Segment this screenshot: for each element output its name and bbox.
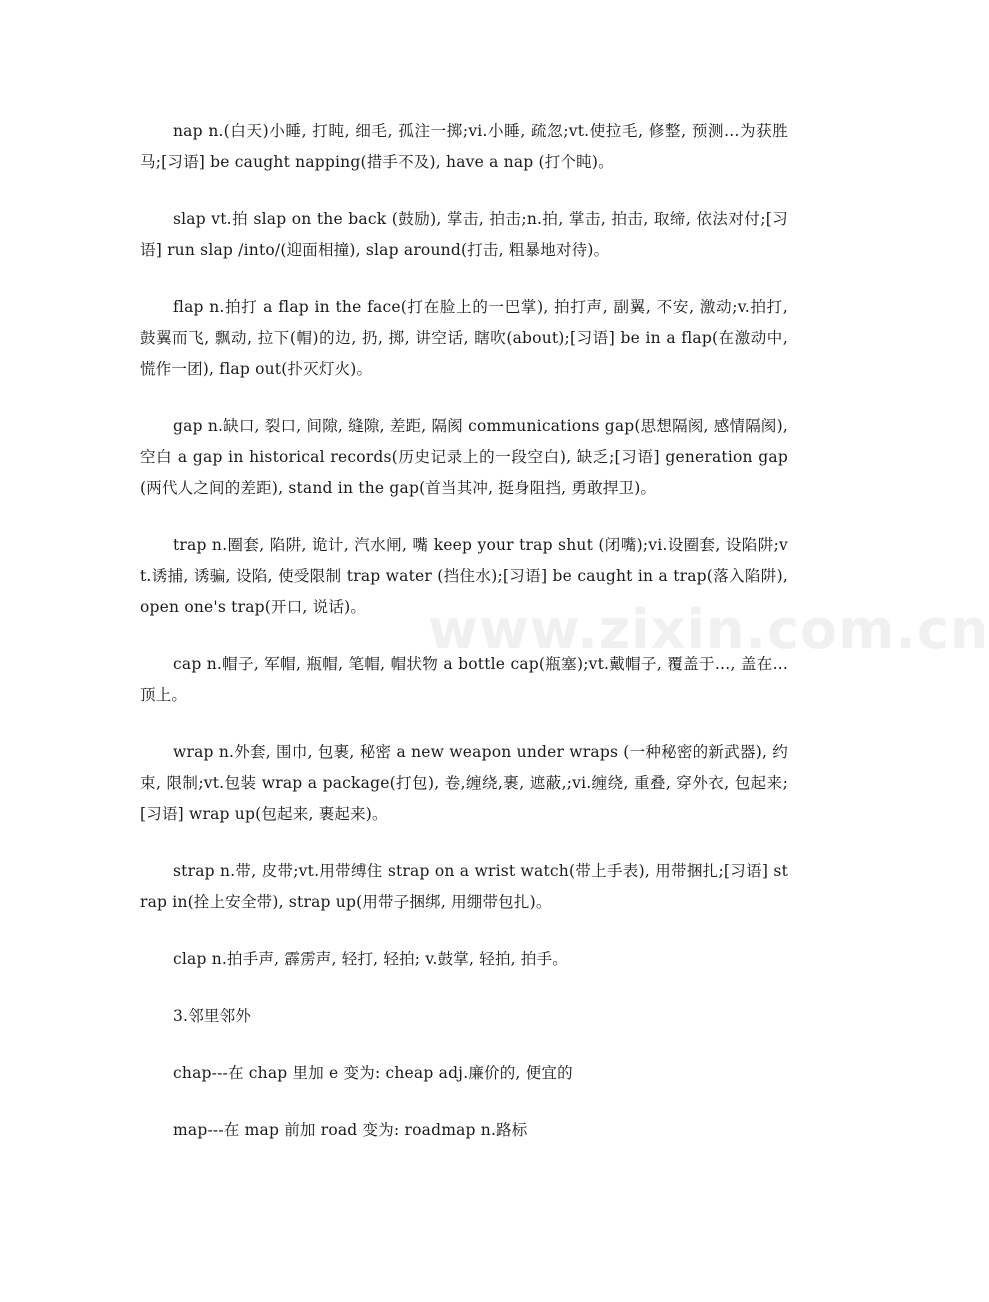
document-body [140,116,788,1172]
paragraph-cap: cap n.帽子, 军帽, 瓶帽, 笔帽, 帽状物 a bottle cap(瓶塞);vt.戴帽子, 覆盖于…, 盖在...顶上。 [140,655,788,704]
paragraph-wrap: wrap n.外套, 围巾, 包裹, 秘密 a new weapon under wraps (一种秘密的新武器), 约束, 限制;vt.包装 wrap a package(打包), 卷,缠绕,裹, 遮蔽,;vi.缠绕, 重叠, 穿外衣, 包起来;[习语] wrap up(包起来, 裹起来)。 [140,743,788,823]
paragraph-slap: slap vt.拍 slap on the back (鼓励), 掌击, 拍击;n.拍, 掌击, 拍击, 取缔, 依法对付;[习语] run slap /into/(迎面相撞), slap around(打击, 粗暴地对待)。 [140,210,788,259]
paragraph-gap: gap n.缺口, 裂口, 间隙, 缝隙, 差距, 隔阂 communications gap(思想隔阂, 感情隔阂), 空白 a gap in historical records(历史记录上的一段空白), 缺乏;[习语] generation gap(两代人之间的差距), stand in the gap(首当其冲, 挺身阻挡, 勇敢捍卫)。 [140,417,788,497]
paragraph-clap: clap n.拍手声, 霹雳声, 轻打, 轻拍; v.鼓掌, 轻拍, 拍手。 [173,950,569,968]
paragraph-strap: strap n.带, 皮带;vt.用带缚住 strap on a wrist watch(带上手表), 用带捆扎;[习语] strap in(拴上安全带), strap up(用带子捆绑, 用绷带包扎)。 [140,862,788,911]
paragraph-trap: trap n.圈套, 陷阱, 诡计, 汽水闸, 嘴 keep your trap shut (闭嘴);vi.设圈套, 设陷阱;vt.诱捕, 诱骗, 设陷, 使受限制 trap water (挡住水);[习语] be caught in a trap(落入陷阱), open one's trap(开口, 说话)。 [140,536,788,616]
paragraph-nap: nap n.(白天)小睡, 打盹, 细毛, 孤注一掷;vi.小睡, 疏忽;vt.使拉毛, 修整, 预测...为获胜马;[习语] be caught napping(措手不及), have a nap (打个盹)。 [140,122,788,171]
paragraph-flap: flap n.拍打 a flap in the face(打在脸上的一巴掌), 拍打声, 副翼, 不安, 激动;v.拍打, 鼓翼而飞, 飘动, 拉下(帽)的边, 扔, 掷, 讲空话, 瞎吹(about);[习语] be in a flap(在激动中, 慌作一团), flap out(扑灭灯火)。 [140,298,788,378]
paragraph-chap: chap---在 chap 里加 e 变为: cheap adj.廉价的, 便宜的 [173,1064,573,1082]
paragraph-map: map---在 map 前加 road 变为: roadmap n.路标 [173,1121,528,1139]
watermark: www.zixin.com.cn [428,598,989,661]
section-heading: 3.邻里邻外 [173,1007,251,1025]
